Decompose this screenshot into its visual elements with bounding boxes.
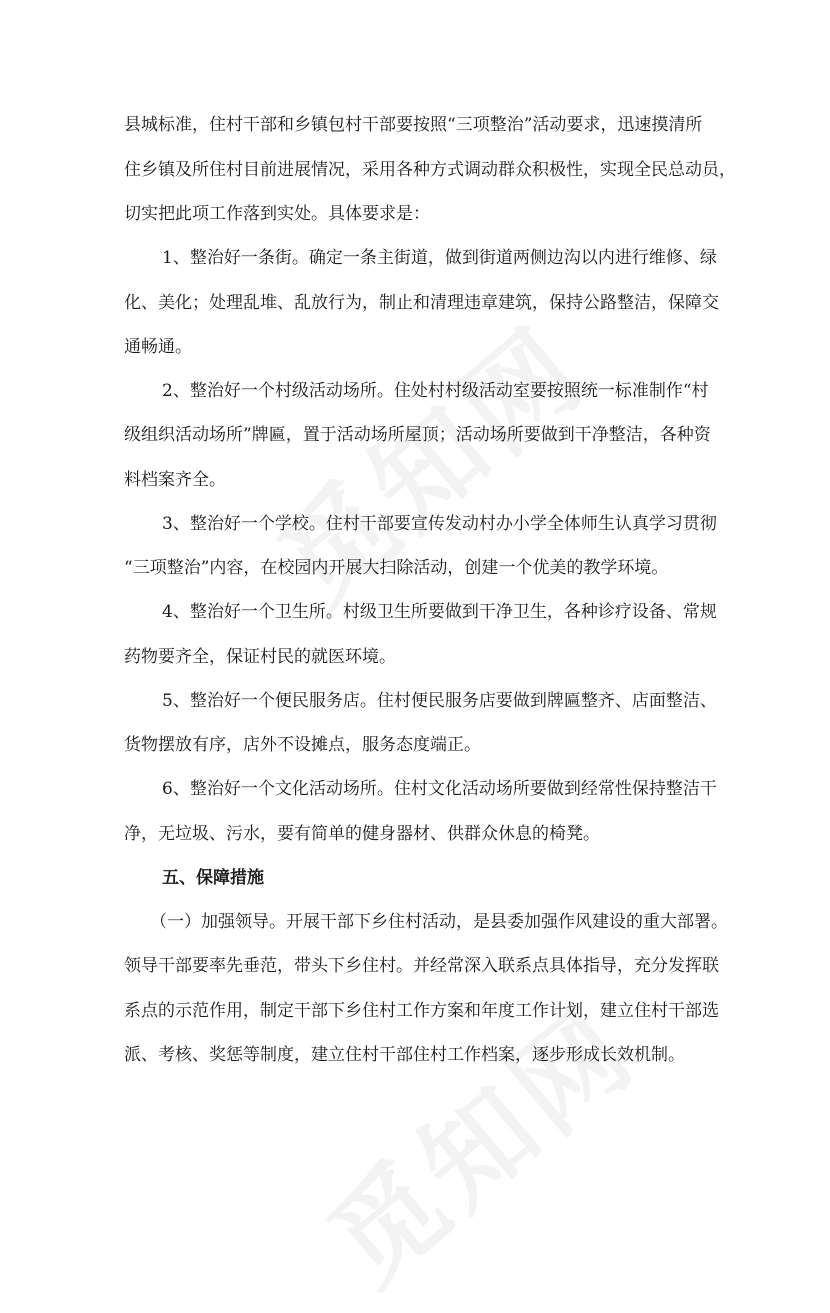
text-line: 住乡镇及所住村目前进展情况，采用各种方式调动群众积极性，实现全民总动员， <box>124 160 736 180</box>
text-line: 1、整治好一条街。确定一条主街道，做到街道两侧边沟以内进行维修、绿 <box>162 248 717 268</box>
text-line: 切实把此项工作落到实处。具体要求是： <box>124 204 430 224</box>
text-line: （一）加强领导。开展干部下乡住村活动，是县委加强作风建设的重大部署。 <box>150 912 728 932</box>
text-line: 级组织活动场所”牌匾，置于活动场所屋顶；活动场所要做到干净整洁，各种资 <box>124 425 711 445</box>
text-line: 县城标准，住村干部和乡镇包村干部要按照“三项整治”活动要求，迅速摸清所 <box>124 115 703 135</box>
section-heading: 五、保障措施 <box>162 868 264 888</box>
text-line: 化、美化；处理乱堆、乱放行为，制止和清理违章建筑，保持公路整洁，保障交 <box>124 293 719 313</box>
text-line: “三项整治”内容，在校园内开展大扫除活动，创建一个优美的教学环境。 <box>124 558 669 578</box>
text-line: 系点的示范作用，制定干部下乡住村工作方案和年度工作计划，建立住村干部选 <box>124 1001 719 1021</box>
text-line: 净，无垃圾、污水，要有简单的健身器材、供群众休息的椅凳。 <box>124 824 600 844</box>
text-line: 料档案齐全。 <box>124 470 226 490</box>
text-line: 领导干部要率先垂范，带头下乡住村。并经常深入联系点具体指导，充分发挥联 <box>124 956 719 976</box>
text-line: 药物要齐全，保证村民的就医环境。 <box>124 647 396 667</box>
text-line: 3、整治好一个学校。住村干部要宣传发动村办小学全体师生认真学习贯彻 <box>162 514 717 534</box>
text-line: 通畅通。 <box>124 337 192 357</box>
text-line: 派、考核、奖惩等制度，建立住村干部住村工作档案，逐步形成长效机制。 <box>124 1045 685 1065</box>
text-line: 5、整治好一个便民服务店。住村便民服务店要做到牌匾整齐、店面整洁、 <box>162 691 717 711</box>
text-line: 4、整治好一个卫生所。村级卫生所要做到干净卫生，各种诊疗设备、常规 <box>162 602 717 622</box>
text-line: 6、整治好一个文化活动场所。住村文化活动场所要做到经常性保持整洁干 <box>162 779 717 799</box>
text-line: 货物摆放有序，店外不设摊点，服务态度端正。 <box>124 735 481 755</box>
text-line: 2、整治好一个村级活动场所。住处村村级活动室要按照统一标准制作“村 <box>162 381 709 401</box>
